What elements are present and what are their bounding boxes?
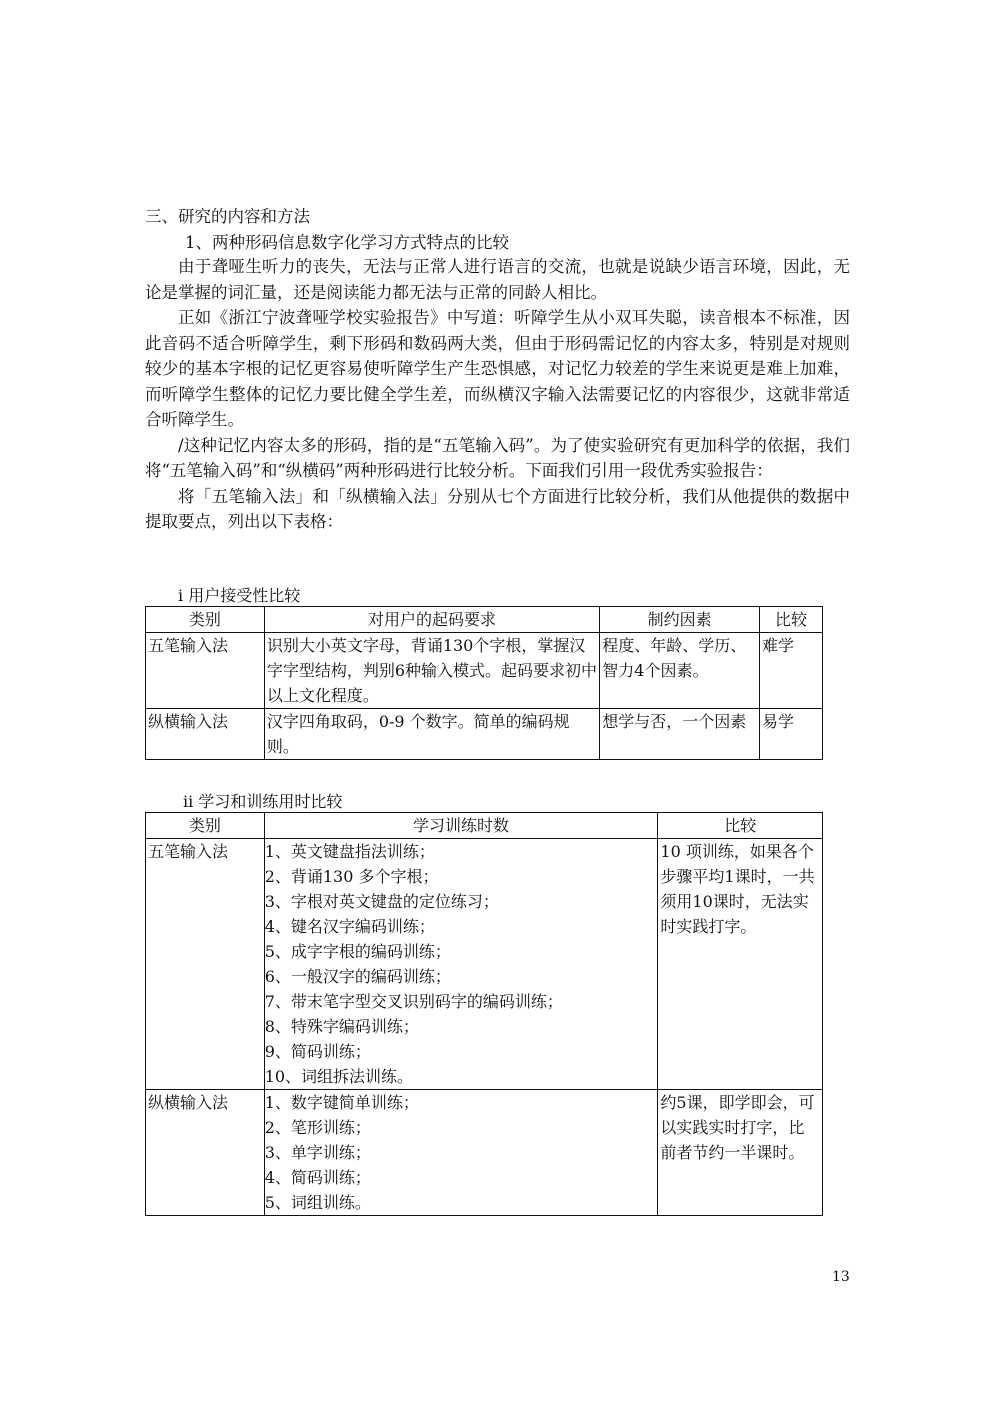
header-cell: 类别 (146, 813, 265, 839)
list-item: 10、词组拆法训练。 (264, 1067, 414, 1086)
list-item: 7、带末笔字型交叉识别码字的编码训练； (264, 992, 563, 1011)
section-heading: 三、研究的内容和方法 (145, 207, 310, 226)
table-row (146, 709, 823, 760)
table-row (146, 633, 823, 709)
list-item: 2、笔形训练； (264, 1118, 371, 1137)
header-cell: 比较 (760, 607, 823, 633)
table-cell: 识别大小英文字母，背诵130个字根，掌握汉字字型结构，判别6种输入模式。起码要求初中以上文化程度。 (264, 633, 599, 709)
paragraph: 将「五笔输入法」和「纵横输入法」分别从七个方面进行比较分析，我们从他提供的数据中提取要点，列出以下表格： (145, 486, 850, 531)
table-cell: 纵横输入法 (146, 709, 265, 760)
table-cell: 约5课，即学即会，可以实践实时打字，比前者节约一半课时。 (658, 1090, 823, 1216)
table-cell: 五笔输入法 (146, 839, 265, 1090)
table-training-time (145, 812, 823, 1216)
list-item: 5、词组训练。 (264, 1193, 371, 1212)
table-header-row (146, 813, 823, 839)
list-item: 2、背诵130 多个字根； (264, 867, 439, 886)
header-cell: 对用户的起码要求 (264, 607, 599, 633)
table-cell: 易学 (760, 709, 823, 760)
list-item: 1、英文键盘指法训练； (264, 842, 435, 861)
paragraph: 由于聋哑生听力的丧失，无法与正常人进行语言的交流，也就是说缺少语言环境，因此，无论是掌握的词汇量，还是阅读能力都无法与正常的同龄人相比。 (145, 257, 850, 302)
list-item: 4、键名汉字编码训练； (264, 917, 435, 936)
list-item: 3、单字训练； (264, 1143, 371, 1162)
table-row (146, 839, 823, 1090)
body-text (145, 254, 850, 535)
header-cell: 类别 (146, 607, 265, 633)
list-item: 6、一般汉字的编码训练； (264, 967, 451, 986)
table-cell: 想学与否，一个因素 (600, 709, 760, 760)
table-cell: 难学 (760, 633, 823, 709)
list-item: 5、成字字根的编码训练； (264, 942, 451, 961)
table2-caption: ii 学习和训练用时比较 (183, 792, 343, 811)
training-list (264, 1090, 658, 1216)
table-row (146, 1090, 823, 1216)
table-cell: 10 项训练，如果各个步骤平均1课时，一共须用10课时，无法实时实践打字。 (658, 839, 823, 1090)
header-cell: 制约因素 (600, 607, 760, 633)
header-cell: 比较 (658, 813, 823, 839)
paragraph: 正如《浙江宁波聋哑学校实验报告》中写道：听障学生从小双耳失聪，读音根本不标准，因此音码不适合听障学生，剩下形码和数码两大类，但由于形码需记忆的内容太多，特别是对规则较少的基本字根的记忆更容易使听障学生产生恐惧感，对记忆力较差的学生来说更是难上加难，而听障学生整体的记忆力要比健全学生差，而纵横汉字输入法需要记忆的内容很少，这就非常适合听障学生。 (145, 308, 850, 429)
page-number: 13 (832, 1269, 850, 1285)
table-cell: 纵横输入法 (146, 1090, 265, 1216)
list-item: 3、字根对英文键盘的定位练习； (264, 892, 499, 911)
subsection-heading: 1、两种形码信息数字化学习方式特点的比较 (185, 233, 509, 252)
list-item: 4、简码训练； (264, 1168, 371, 1187)
list-item: 1、数字键简单训练； (264, 1093, 419, 1112)
training-list (264, 839, 658, 1090)
table-header-row (146, 607, 823, 633)
paragraph: /这种记忆内容太多的形码，指的是“五笔输入码”。为了使实验研究有更加科学的依据，我们将“五笔输入码”和“纵横码”两种形码进行比较分析。下面我们引用一段优秀实验报告： (145, 435, 850, 480)
table1-caption: i 用户接受性比较 (178, 586, 301, 605)
list-item: 8、特殊字编码训练； (264, 1017, 419, 1036)
table-user-acceptance (145, 606, 823, 760)
list-item: 9、简码训练； (264, 1042, 371, 1061)
table-cell: 程度、年龄、学历、智力4个因素。 (600, 633, 760, 709)
header-cell: 学习训练时数 (264, 813, 658, 839)
table-cell: 五笔输入法 (146, 633, 265, 709)
table-cell: 汉字四角取码，0-9 个数字。简单的编码规则。 (264, 709, 599, 760)
